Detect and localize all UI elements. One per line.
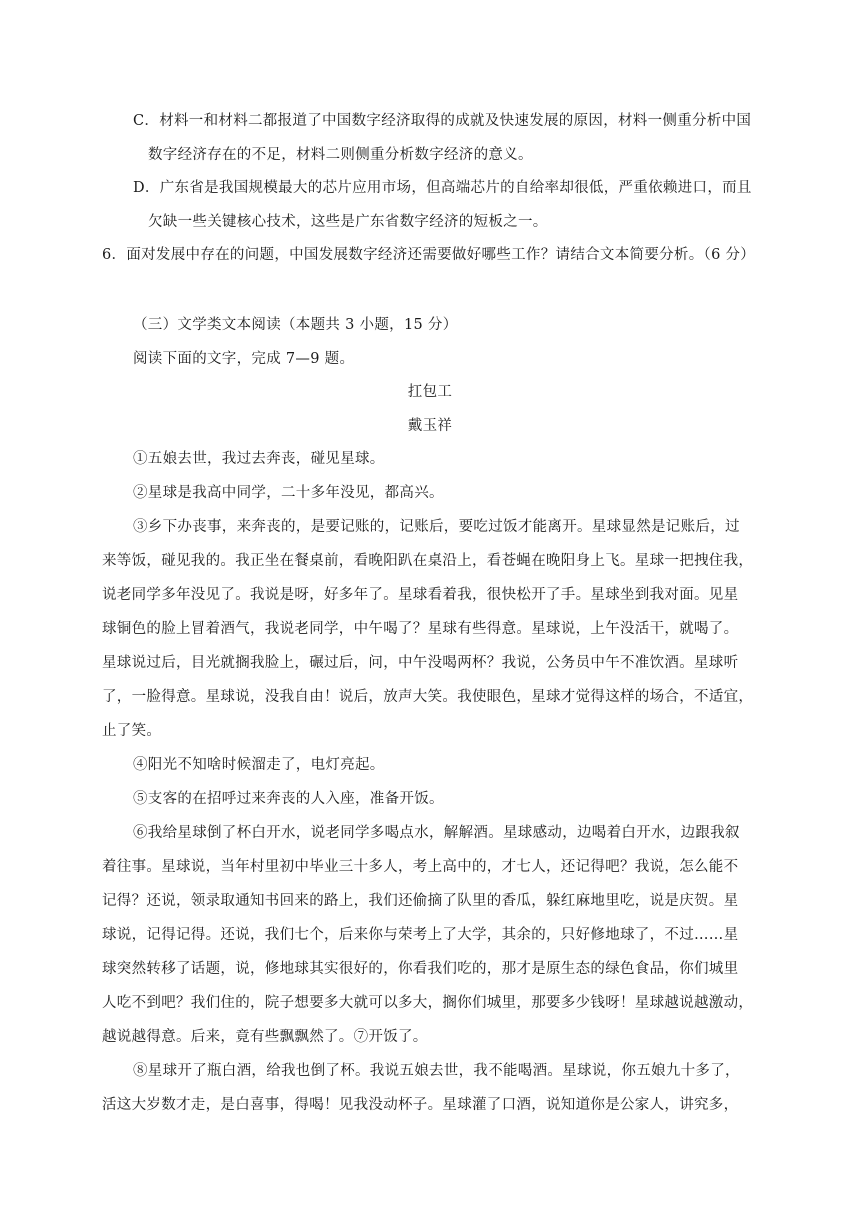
paragraph-3-line: 了，一脸得意。星球说，没我自由！说后，放声大笑。我使眼色，星球才觉得这样的场合，不适宜， [102, 689, 754, 705]
paragraph-6-line: 球说，记得记得。还说，我们七个，后来你与荣考上了大学，其余的，只好修地球了，不过……星 [102, 927, 739, 943]
paragraph-5: ⑤支客的在招呼过来奔丧的人入座，准备开饭。 [133, 791, 444, 807]
paragraph-8-line: 活这大岁数才走，是白喜事，得喝！见我没动杯子。星球灌了口酒，说知道你是公家人，讲究多， [102, 1097, 739, 1113]
section-instruction: 阅读下面的文字，完成 7—9 题。 [133, 351, 355, 367]
section-heading: （三）文学类文本阅读（本题共 3 小题，15 分） [133, 317, 458, 333]
paragraph-6-line: 越说越得意。后来，竟有些飘飘然了。⑦开饭了。 [102, 1029, 428, 1045]
option-c-line-2: 数字经济存在的不足，材料二则侧重分析数字经济的意义。 [148, 147, 533, 163]
paragraph-3-line: 星球说过后，目光就搁我脸上，碾过后，问，中午没喝两杯？我说，公务员中午不准饮酒。星球听 [102, 655, 739, 671]
paragraph-8-line: ⑧星球开了瓶白酒，给我也倒了杯。我说五娘去世，我不能喝酒。星球说，你五娘九十多了， [133, 1063, 740, 1079]
paragraph-3-line: 说老同学多年没见了。我说是呀，好多年了。星球看着我，很快松开了手。星球坐到我对面。见星 [102, 587, 739, 603]
paragraph-3-line: 球铜色的脸上冒着酒气，我说老同学，中午喝了？星球有些得意。星球说，上午没活干，就喝了。 [102, 621, 739, 637]
question-6: 6．面对发展中存在的问题，中国发展数字经济还需要做好哪些工作？请结合文本简要分析。（6 分） [102, 247, 756, 263]
paragraph-2: ②星球是我高中同学，二十多年没见，都高兴。 [133, 485, 444, 501]
paragraph-6-line: ⑥我给星球倒了杯白开水，说老同学多喝点水，解解酒。星球感动，边喝着白开水，边跟我叙 [133, 825, 740, 841]
paragraph-6-line: 记得？还说，领录取通知书回来的路上，我们还偷摘了队里的香瓜，躲红麻地里吃，说是庆贺。星 [102, 893, 739, 909]
paragraph-6-line: 着往事。星球说，当年村里初中毕业三十多人，考上高中的，才七人，还记得吧？我说，怎么能不 [102, 859, 739, 875]
option-d-line-2: 欠缺一些关键核心技术，这些是广东省数字经济的短板之一。 [148, 214, 548, 230]
paragraph-3-line: ③乡下办丧事，来奔丧的，是要记账的，记账后，要吃过饭才能离开。星球显然是记账后，过 [133, 519, 740, 535]
paragraph-6-line: 人吃不到吧？我们住的，院子想要多大就可以多大，搁你们城里，那要多少钱呀！星球越说越激动， [102, 995, 754, 1011]
paragraph-4: ④阳光不知啥时候溜走了，电灯亮起。 [133, 757, 385, 773]
paragraph-3-line: 来等饭，碰见我的。我正坐在餐桌前，看晚阳趴在桌沿上，看苍蝇在晚阳身上飞。星球一把拽住我， [102, 553, 754, 569]
paragraph-1: ①五娘去世，我过去奔丧，碰见星球。 [133, 451, 385, 467]
paragraph-6-line: 球突然转移了话题，说，修地球其实很好的，你看我们吃的，那才是原生态的绿色食品，你们城里 [102, 961, 739, 977]
story-title: 扛包工 [407, 384, 453, 400]
paragraph-3-line: 止了笑。 [102, 723, 162, 739]
story-author: 戴玉祥 [407, 418, 453, 434]
option-c-line-1: C．材料一和材料二都报道了中国数字经济取得的成就及快速发展的原因，材料一侧重分析中国 [133, 113, 752, 129]
option-d-line-1: D．广东省是我国规模最大的芯片应用市场，但高端芯片的自给率却很低，严重依赖进口，而且 [133, 180, 752, 196]
